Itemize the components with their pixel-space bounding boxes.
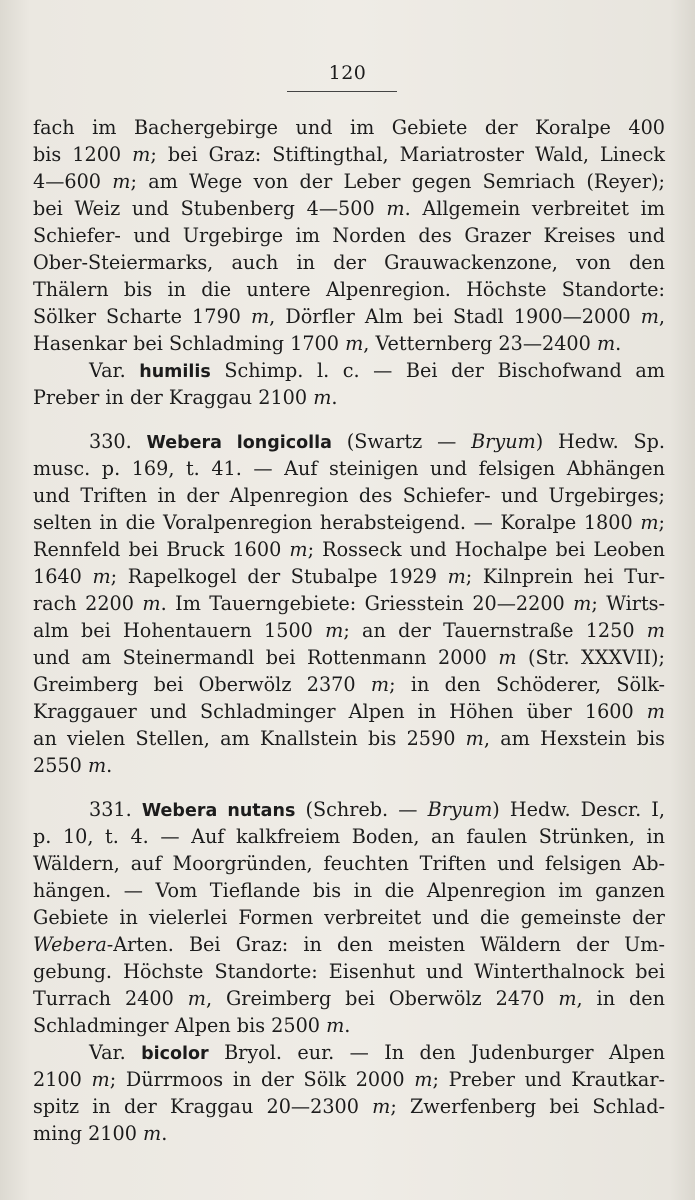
italic-text: m	[646, 700, 665, 723]
text-segment: hängen. — Vom Tieflande bis in die Alpenregion im ganzen	[33, 879, 665, 902]
taxon-name: humilis	[139, 362, 211, 382]
text-segment: , Vetternberg 23—2400	[363, 332, 597, 355]
text-segment: bei Weiz und Stubenberg 4—500	[33, 197, 387, 220]
text-line	[33, 222, 665, 249]
text-segment: ming 2100	[33, 1122, 144, 1145]
text-segment: ; Preber und Krautkar-	[432, 1068, 666, 1091]
text-line	[33, 985, 665, 1012]
text-segment: Kraggauer und Schladminger Alpen in Höhen über 1600	[33, 700, 647, 723]
text-segment: ; an der Tauernstraße 1250	[343, 619, 647, 642]
text-segment: ) Hedw. Descr. I,	[492, 798, 665, 821]
italic-text: m	[386, 197, 405, 220]
italic-text: m	[372, 1095, 391, 1118]
text-segment: (Str. XXXVII);	[516, 646, 665, 669]
text-line	[33, 1039, 665, 1066]
text-segment: Sölker Scharte 1790	[33, 305, 251, 328]
text-line	[33, 536, 665, 563]
text-line	[33, 330, 665, 357]
italic-text: m	[132, 143, 151, 166]
text-segment: Schimp. l. c. — Bei der Bischofwand am	[210, 359, 665, 382]
text-segment: . Im Tauerngebiete: Griesstein 20—2200	[160, 592, 574, 615]
text-line	[33, 276, 665, 303]
italic-text: m	[596, 332, 616, 355]
text-segment: Rennfeld bei Bruck 1600	[33, 538, 290, 561]
text-line	[33, 931, 665, 958]
italic-text: m	[447, 565, 466, 588]
text-line	[33, 877, 665, 904]
text-line	[33, 698, 665, 725]
text-line	[33, 357, 665, 384]
text-line	[33, 563, 665, 590]
text-line	[33, 303, 665, 330]
italic-text: m	[345, 332, 364, 355]
text-segment: Schiefer- und Urgebirge im Norden des Grazer Kreises und	[33, 224, 665, 247]
text-segment: .	[161, 1122, 168, 1145]
text-segment: 2100	[33, 1068, 92, 1091]
text-line	[33, 249, 665, 276]
paragraph-gap	[33, 779, 665, 796]
text-line	[33, 168, 665, 195]
text-segment: .	[615, 332, 622, 355]
text-segment: ; am Wege von der Leber gegen Semriach (Reyer);	[130, 170, 665, 193]
italic-text: m	[646, 619, 665, 642]
text-line	[33, 590, 665, 617]
text-segment: ; in den Schöderer, Sölk-	[389, 673, 665, 696]
italic-text: m	[187, 987, 206, 1010]
text-segment: 331.	[89, 798, 142, 821]
text-segment: alm bei Hohentauern 1500	[33, 619, 326, 642]
text-segment: ; Wirts-	[591, 592, 665, 615]
italic-text: m	[498, 646, 517, 669]
text-segment: .	[331, 386, 338, 409]
text-segment: musc. p. 169, t. 41. — Auf steinigen und felsigen Abhängen	[33, 457, 665, 480]
text-segment: und am Steinermandl bei Rottenmann 2000	[33, 646, 499, 669]
text-segment: an vielen Stellen, am Knallstein bis 2590	[33, 727, 466, 750]
text-segment: Wäldern, auf Moorgründen, feuchten Triften und felsigen Ab-	[33, 852, 665, 875]
text-line	[33, 1066, 665, 1093]
text-segment: und Triften in der Alpenregion des Schiefer- und Urgebirges;	[33, 484, 665, 507]
italic-text: m	[558, 987, 577, 1010]
italic-text: m	[465, 727, 484, 750]
text-line	[33, 1120, 665, 1147]
text-line	[33, 796, 665, 823]
italic-text: m	[143, 1122, 162, 1145]
text-segment: spitz in der Kraggau 20—2300	[33, 1095, 373, 1118]
text-line	[33, 850, 665, 877]
text-segment: Preber in der Kraggau 2100	[33, 386, 314, 409]
italic-text: m	[640, 305, 659, 328]
text-segment: ; Rosseck und Hochalpe bei Leoben	[307, 538, 665, 561]
text-line	[33, 384, 665, 411]
text-line	[33, 455, 665, 482]
text-segment: ; Kilnprein hei Tur-	[465, 565, 665, 588]
text-line	[33, 904, 665, 931]
text-segment: .	[106, 754, 113, 777]
text-segment: bis 1200	[33, 143, 133, 166]
text-segment: selten in die Voralpenregion herabsteigend. — Koralpe 1800	[33, 511, 641, 534]
italic-text: Bryum	[427, 798, 493, 821]
taxon-name: Webera nutans	[141, 801, 296, 821]
text-segment: ,	[658, 305, 665, 328]
text-line	[33, 671, 665, 698]
text-segment: -Arten. Bei Graz: in den meisten Wäldern der Um-	[106, 933, 665, 956]
italic-text: m	[370, 673, 390, 696]
text-line	[33, 428, 665, 455]
text-line	[33, 195, 665, 222]
text-segment: (Swartz —	[331, 430, 472, 453]
italic-text: m	[573, 592, 592, 615]
italic-text: m	[87, 754, 107, 777]
text-segment: . Allgemein verbreitet im	[404, 197, 665, 220]
text-line	[33, 482, 665, 509]
italic-text: m	[250, 305, 270, 328]
taxon-name: bicolor	[141, 1044, 209, 1064]
text-segment: Greimberg bei Oberwölz 2370	[33, 673, 371, 696]
text-segment: ; bei Graz: Stiftingthal, Mariatroster Wald, Lineck	[150, 143, 665, 166]
text-segment: 330.	[89, 430, 147, 453]
text-line	[33, 958, 665, 985]
text-segment: Hasenkar bei Schladming 1700	[33, 332, 346, 355]
text-line	[33, 1012, 665, 1039]
text-line	[33, 114, 665, 141]
text-segment: ; Rapelkogel der Stubalpe 1929	[110, 565, 448, 588]
italic-text: m	[640, 511, 659, 534]
text-segment: , in den	[576, 987, 665, 1010]
text-segment: , Greimberg bei Oberwölz 2470	[205, 987, 559, 1010]
text-segment: Ober-Steiermarks, auch in der Grauwackenzone, von den	[33, 251, 665, 274]
text-line	[33, 141, 665, 168]
page-number: 120	[328, 62, 367, 84]
text-segment: Var.	[89, 1041, 142, 1064]
text-segment: ; Zwerfenberg bei Schlad-	[390, 1095, 665, 1118]
text-line	[33, 823, 665, 850]
page-number-rule	[287, 91, 397, 92]
text-segment: Var.	[89, 359, 140, 382]
page-text	[33, 114, 665, 1147]
text-segment: ;	[658, 511, 665, 534]
text-segment: , Dörfler Alm bei Stadl 1900—2000	[269, 305, 641, 328]
italic-text: m	[92, 565, 111, 588]
text-line	[33, 644, 665, 671]
italic-text: Bryum	[471, 430, 536, 453]
text-segment: ) Hedw. Sp.	[535, 430, 666, 453]
text-segment: Gebiete in vielerlei Formen verbreitet und die gemeinste der	[33, 906, 665, 929]
text-line	[33, 617, 665, 644]
italic-text: m	[112, 170, 131, 193]
text-segment: (Schreb. —	[295, 798, 428, 821]
text-segment: Thälern bis in die untere Alpenregion. Höchste Standorte:	[33, 278, 665, 301]
text-line	[33, 1093, 665, 1120]
italic-text: m	[325, 619, 344, 642]
text-segment: 4—600	[33, 170, 113, 193]
text-line	[33, 725, 665, 752]
paragraph-gap	[33, 411, 665, 428]
italic-text: m	[313, 386, 332, 409]
taxon-name: Webera longicolla	[146, 433, 332, 453]
text-line	[33, 509, 665, 536]
text-segment: 2550	[33, 754, 88, 777]
italic-text: Webera	[33, 933, 107, 956]
text-segment: fach im Bachergebirge und im Gebiete der Koralpe 400	[33, 116, 665, 139]
text-line	[33, 752, 665, 779]
italic-text: m	[91, 1068, 110, 1091]
italic-text: m	[326, 1014, 345, 1037]
text-segment: .	[344, 1014, 351, 1037]
italic-text: m	[289, 538, 308, 561]
text-segment: Turrach 2400	[33, 987, 188, 1010]
italic-text: m	[142, 592, 161, 615]
text-segment: p. 10, t. 4. — Auf kalkfreiem Boden, an faulen Strünken, in	[33, 825, 665, 848]
text-segment: Bryol. eur. — In den Judenburger Alpen	[208, 1041, 665, 1064]
text-segment: ; Dürrmoos in der Sölk 2000	[109, 1068, 415, 1091]
text-segment: gebung. Höchste Standorte: Eisenhut und Winterthalnock bei	[33, 960, 665, 983]
text-segment: rach 2200	[33, 592, 143, 615]
text-segment: 1640	[33, 565, 93, 588]
text-segment: Schladminger Alpen bis 2500	[33, 1014, 327, 1037]
italic-text: m	[414, 1068, 433, 1091]
text-segment: , am Hexstein bis	[483, 727, 665, 750]
